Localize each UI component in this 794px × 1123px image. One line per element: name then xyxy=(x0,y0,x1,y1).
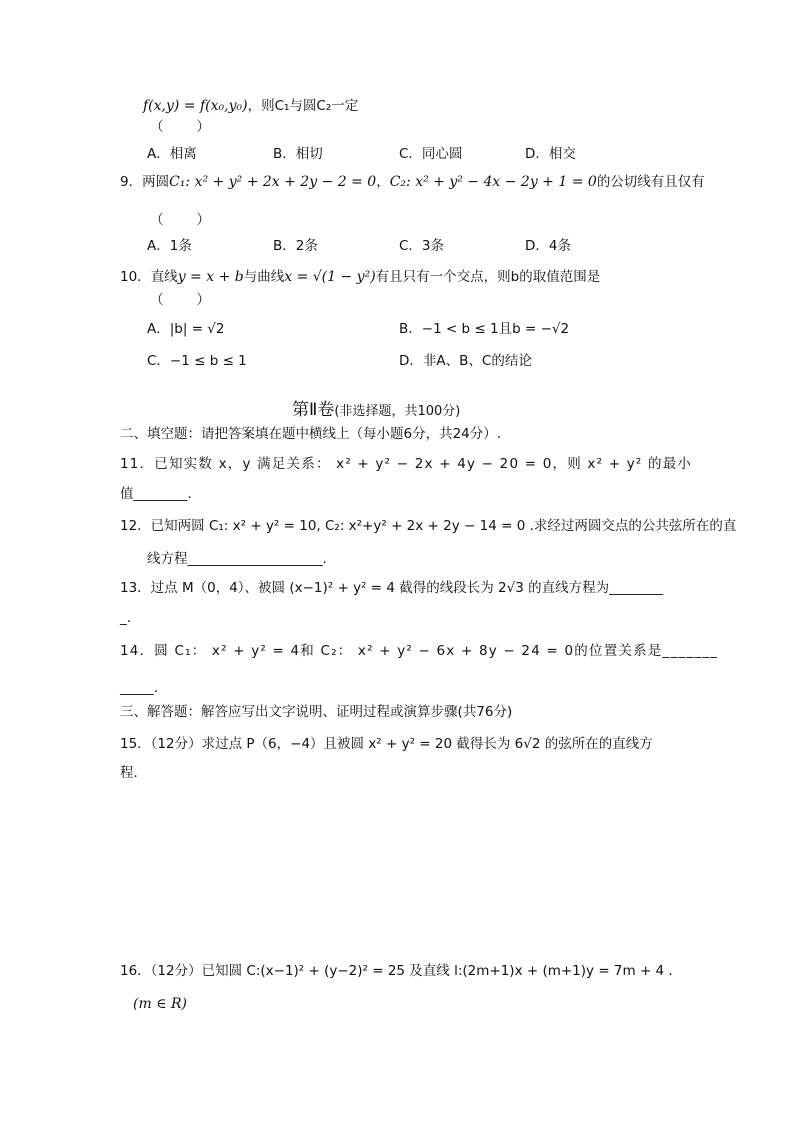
q10-curve-eq: x = √(1 − y²) xyxy=(284,269,376,285)
q11-line-2: 值________. xyxy=(120,486,192,502)
q8-math: f(x,y) = f(x₀,y₀) xyxy=(143,98,248,114)
q8-text: ，则C₁与圆C₂一定 xyxy=(247,98,359,114)
q8-paren: （ ） xyxy=(150,119,212,135)
q10-option-d: D．非A、B、C的结论 xyxy=(399,353,532,369)
q10-post: 有且只有一个交点，则b的取值范围是 xyxy=(375,269,601,285)
q10-pre: 直线 xyxy=(150,269,178,285)
q16-line-2: (m ∈ R) xyxy=(133,996,188,1012)
q11-line-1: 11．已知实数 x，y 满足关系： x² + y² − 2x + 4y − 20 = 0，则 x² + y² 的最小 xyxy=(120,456,693,472)
q10-paren: （ ） xyxy=(150,292,212,308)
fill-section-heading: 二、填空题：请把答案填在题中横线上（每小题6分，共24分）. xyxy=(120,426,502,442)
q9-option-c: C．3条 xyxy=(399,238,445,254)
q10-option-b: B．−1 < b ≤ 1且b = −√2 xyxy=(399,321,570,337)
q9-sep: ， xyxy=(376,174,390,190)
section-2-title-main: 第Ⅱ卷 xyxy=(292,400,335,420)
q9-pre: 两圆 xyxy=(142,174,170,190)
q9-paren: （ ） xyxy=(150,212,212,228)
q9-stem xyxy=(120,172,705,192)
q8-option-c: C．同心圆 xyxy=(399,146,463,162)
q10-line-eq: y = x + b xyxy=(177,269,244,285)
q10-number: 10． xyxy=(120,269,151,285)
q14-line-1: 14．圆 C₁： x² + y² = 4和 C₂： x² + y² − 6x + 8y − 24 = 0的位置关系是_______ xyxy=(120,643,719,659)
q8-option-b: B．相切 xyxy=(273,146,323,162)
q8-stem xyxy=(143,96,358,116)
q8-option-d: D．相交 xyxy=(525,146,576,162)
q15-line-2: 程. xyxy=(120,765,138,781)
q9-post: 的公切线有且仅有 xyxy=(596,174,705,190)
q10-stem xyxy=(120,267,600,287)
q10-option-a: A．|b| = √2 xyxy=(147,321,225,337)
q14-line-2: _____. xyxy=(120,680,159,696)
q16-line-1: 16．（12分）已知圆 C:(x−1)² + (y−2)² = 25 及直线 l:(2m+1)x + (m+1)y = 7m + 4 . xyxy=(120,963,673,979)
section-2-title xyxy=(292,398,460,424)
q9-circle-1: C₁: x² + y² + 2x + 2y − 2 = 0 xyxy=(169,174,377,190)
q15-line-1: 15．（12分）求过点 P（6，−4）且被圆 x² + y² = 20 截得长为 6√2 的弦所在的直线方 xyxy=(120,736,653,752)
q9-circle-2: C₂: x² + y² − 4x − 2y + 1 = 0 xyxy=(389,174,597,190)
section-2-subtitle: (非选择题，共100分) xyxy=(334,404,461,419)
q12-line-1: 12．已知两圆 C₁: x² + y² = 10, C₂: x²+y² + 2x + 2y − 14 = 0 .求经过两圆交点的公共弦所在的直 xyxy=(120,518,737,534)
q13-line-1: 13．过点 M（0，4）、被圆 (x−1)² + y² = 4 截得的线段长为 2√3 的直线方程为________ xyxy=(120,580,664,596)
answer-section-heading: 三、解答题：解答应写出文字说明、证明过程或演算步骤(共76分) xyxy=(120,704,513,720)
q9-option-d: D．4条 xyxy=(525,238,571,254)
q10-option-c: C．−1 ≤ b ≤ 1 xyxy=(147,353,247,369)
q13-line-2: _. xyxy=(120,610,132,626)
q8-option-a: A．相离 xyxy=(147,146,197,162)
q10-mid: 与曲线 xyxy=(243,269,285,285)
q9-option-b: B．2条 xyxy=(273,238,318,254)
q12-line-2: 线方程____________________. xyxy=(147,551,327,567)
q9-option-a: A．1条 xyxy=(147,238,192,254)
q9-number: 9． xyxy=(120,174,143,190)
